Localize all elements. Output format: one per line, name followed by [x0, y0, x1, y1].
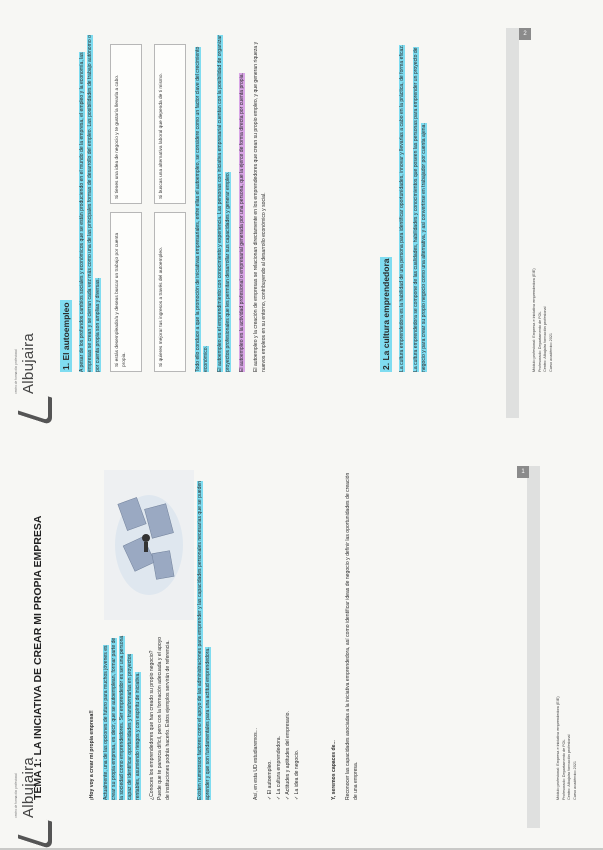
page2-footer	[532, 192, 554, 372]
s1-paragraph-2: Todo ello conduce a que la promoción de iniciativas empresariales, entre ellas el autoempleo, se considere como un factor clave del crecimiento económico.	[195, 46, 209, 372]
section-1-title: 1. El autoempleo	[61, 302, 71, 370]
page1-footer	[556, 620, 578, 800]
able-heading: Y, seremos capaces de...	[331, 740, 337, 800]
page1-title: TEMA 1: LA INICIATIVA DE CREAR MI PROPIA EMPRESA	[32, 515, 44, 800]
study-heading: Así, en esta UD estudiaremos...	[253, 728, 259, 800]
study-item: ✓ El autoempleo.	[266, 600, 274, 800]
footer-line: Módulo profesional: Empresa e iniciativa emprendedora (EIE)	[532, 268, 536, 372]
s1-paragraph-5: El autoempleo y la creación de empresas se relacionan directamente en los emprendedores que crean su propio empleo, y que generan riqueza y nuevos empleos en su entorno, contribuyendo al desarrollo económico y social.	[253, 41, 267, 372]
solar-panels-photo	[104, 470, 194, 620]
page1-number-bar	[527, 466, 540, 828]
logo-text: Albujaira	[20, 332, 37, 394]
footer-line: Centro: Albujaira formación profesional	[567, 734, 571, 800]
intro-paragraph-3: Existen numerosos factores como el apoyo de las administraciones para emprender y las capacidades personales necesarias que se pueden aprender y que son fundamentales para una actitud emprendedora.	[197, 480, 211, 800]
study-list	[266, 600, 301, 800]
s1-paragraph-4: El autoempleo es la actividad profesional o empresarial generada por una persona, que la ejerce de forma directa por cuenta propia.	[239, 72, 245, 372]
solar-panels-image	[104, 470, 194, 620]
able-text: Reconocer las capacidades asociadas a la iniciativa emprendedora, así como identificar ideas de negocio y definir las oportunidades de creación de una empresa.	[345, 472, 359, 800]
footer-line: Centro: Albujaira formación profesional	[543, 306, 547, 372]
study-item: ✓ La idea de negocio.	[293, 600, 301, 800]
intro-paragraph-1: Actualmente, una de las opciones de futuro para muchos jóvenes es crear su propia empresa, es decir, que se autoemplean, formar parte de la sociedad como emprendedores. Ser emprendedor es ser una persona capaz de identificar oportunidades y transformarlas en proyectos rentables, asumiendo riesgos y con espíritu de iniciativa.	[103, 635, 141, 800]
s1-paragraph-1: A pesar de los profundos cambios sociales y económicos que se están produciendo en el mundo de la empresa, el empleo y la economía, las empresas se crean y se cierran cada vez más como una de las principales formas de desarrollo del empleo. Las posibilidades de trabajo autónomo o por cuenta propia son amplias y diversas.	[79, 35, 101, 372]
footer-line: Curso académico 2021	[548, 332, 553, 372]
section-2-title: 2. La cultura emprendedora	[381, 258, 391, 370]
page1-intro-continued	[196, 470, 218, 800]
info-box: Si buscas una alternativa laboral que dependa de ti mismo.	[154, 44, 186, 204]
info-box: Si tienes una idea de negocio y te gustaría llevarla a cabo.	[110, 44, 142, 204]
info-box: Si estás desempleado/a y deseas buscar un trabajo por cuenta propia.	[110, 212, 142, 372]
info-box: Si quieres mejorar tus ingresos a través del autoempleo.	[154, 212, 186, 372]
page1-study-list	[252, 600, 302, 800]
page2-number: 2	[519, 28, 531, 40]
page1-intro	[88, 635, 178, 800]
footer-line: Profesorado: Departamento de FOL	[561, 739, 566, 800]
page1-number: 1	[517, 466, 529, 478]
footer-line: Curso académico 2021	[572, 760, 577, 800]
page2-section-1-body	[194, 32, 274, 372]
page2-number-bar	[506, 28, 519, 418]
logo-tagline: centro de formación profesional	[14, 773, 18, 818]
s1-paragraph-3: El autoempleo es el emprendimiento con conocimiento y experiencia. Las personas con iniciativa empresarial cuentan con la posibilidad de organizar proyectos profesionales que les permitan desarrollar sus capacidades y generar empleo.	[217, 35, 231, 372]
s2-paragraph-2: La cultura emprendedora se compone de las cualidades, habilidades y conocimientos que poseen las personas para emprender un proyecto de negocio y para crear su propio negocio como una alternativa, y así convertirse en trabajador por cuenta ajena.	[413, 47, 427, 372]
page2-section-2	[378, 32, 434, 372]
intro-heading: ¡Hoy voy a crear mi propia empresa!!	[89, 710, 95, 800]
s2-paragraph-1: La cultura emprendedora es la habilidad de una persona para identificar oportunidades, innovar y llevarlas a cabo en la práctica, de forma eficaz.	[399, 44, 405, 372]
page2-logo	[8, 282, 56, 422]
logo-text: Albujaira	[20, 756, 37, 818]
footer-line: Módulo profesional: Empresa e iniciativa emprendedora (EIE)	[556, 696, 560, 800]
footer-line: Profesorado: Departamento de FOL	[537, 311, 542, 372]
study-item: ✓ Actitudes y aptitudes del empresario.	[284, 600, 292, 800]
page2-section-1	[58, 32, 108, 372]
logo-tagline: centro de formación profesional	[14, 349, 18, 394]
intro-paragraph-2: ¿Conoces los emprendedores que han creado su propio negocio? Puede que te parezca difícil, pero con la formación adecuada y el apoyo de instituciones podrás hacerlo. Estos ejemplos servirán de referencia.	[149, 636, 171, 800]
study-item: ✓ La cultura emprendedora.	[275, 600, 283, 800]
page1-able	[330, 470, 366, 800]
